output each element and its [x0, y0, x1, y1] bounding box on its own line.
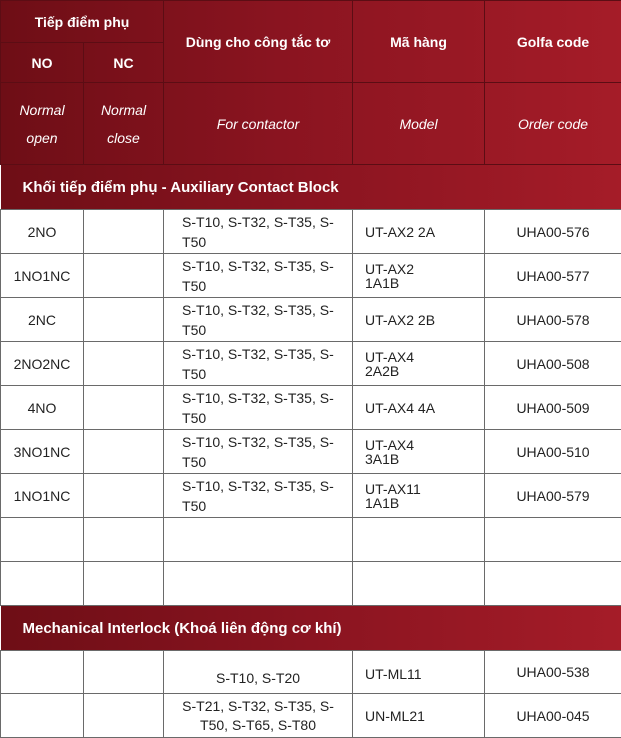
order-code-cell: UHA00-538 — [485, 651, 621, 694]
golfa-code-header: Golfa code — [485, 1, 621, 83]
no-cell: 2NO2NC — [1, 342, 84, 386]
model-cell: UT-AX2 2A — [353, 210, 485, 254]
section-title-aux-block: Khối tiếp điểm phụ - Auxiliary Contact Block — [1, 165, 621, 210]
aux-contact-header: Tiếp điểm phụ — [1, 1, 164, 43]
model-cell: UT-AX4 3A1B — [353, 430, 485, 474]
contactor-cell: S-T10, S-T32, S-T35, S-T50 — [164, 298, 353, 342]
contactor-cell: S-T10, S-T32, S-T35, S-T50 — [164, 342, 353, 386]
order-code-cell: UHA00-576 — [485, 210, 621, 254]
table-row — [1, 651, 621, 694]
empty-row — [1, 562, 621, 606]
empty-row — [1, 518, 621, 562]
for-contactor-header: Dùng cho công tắc tơ — [164, 1, 353, 83]
nc-cell — [84, 342, 164, 386]
nc-header: NC — [84, 43, 164, 83]
section-title-interlock: Mechanical Interlock (Khoá liên động cơ khí) — [1, 606, 621, 651]
contactor-cell: S-T21, S-T32, S-T35, S-T50, S-T65, S-T80 — [164, 694, 353, 738]
normal-close-subheader: Normal close — [84, 83, 164, 165]
order-code-cell: UHA00-508 — [485, 342, 621, 386]
nc-cell — [84, 210, 164, 254]
table-row — [1, 694, 621, 738]
table-row — [1, 386, 621, 430]
no-cell: 3NO1NC — [1, 430, 84, 474]
nc-cell — [84, 430, 164, 474]
order-code-cell: UHA00-510 — [485, 430, 621, 474]
model-cell: UT-AX11 1A1B — [353, 474, 485, 518]
model-cell: UT-AX4 2A2B — [353, 342, 485, 386]
contactor-cell: S-T10, S-T32, S-T35, S-T50 — [164, 430, 353, 474]
order-code-cell: UHA00-577 — [485, 254, 621, 298]
model-cell: UT-AX4 4A — [353, 386, 485, 430]
no-cell: 4NO — [1, 386, 84, 430]
model-cell: UN-ML21 — [353, 694, 485, 738]
model-cell: UT-ML11 — [353, 651, 485, 694]
order-code-cell: UHA00-579 — [485, 474, 621, 518]
nc-cell — [84, 298, 164, 342]
contactor-cell: S-T10, S-T32, S-T35, S-T50 — [164, 386, 353, 430]
no-header: NO — [1, 43, 84, 83]
no-cell: 1NO1NC — [1, 474, 84, 518]
table-row — [1, 430, 621, 474]
table-row — [1, 342, 621, 386]
nc-cell — [84, 474, 164, 518]
model-header: Mã hàng — [353, 1, 485, 83]
nc-cell — [84, 651, 164, 694]
contactor-cell: S-T10, S-T20 — [164, 651, 353, 694]
table-row — [1, 474, 621, 518]
no-cell: 1NO1NC — [1, 254, 84, 298]
no-cell — [1, 651, 84, 694]
table-row — [1, 210, 621, 254]
no-cell: 2NC — [1, 298, 84, 342]
order-code-cell: UHA00-509 — [485, 386, 621, 430]
model-subheader: Model — [353, 83, 485, 165]
order-code-cell: UHA00-045 — [485, 694, 621, 738]
nc-cell — [84, 386, 164, 430]
no-cell: 2NO — [1, 210, 84, 254]
contactor-cell: S-T10, S-T32, S-T35, S-T50 — [164, 474, 353, 518]
contactor-cell: S-T10, S-T32, S-T35, S-T50 — [164, 210, 353, 254]
order-code-subheader: Order code — [485, 83, 621, 165]
normal-open-subheader: Normal open — [1, 83, 84, 165]
for-contactor-subheader: For contactor — [164, 83, 353, 165]
order-code-cell: UHA00-578 — [485, 298, 621, 342]
table-row — [1, 254, 621, 298]
no-cell — [1, 694, 84, 738]
nc-cell — [84, 694, 164, 738]
contactor-cell: S-T10, S-T32, S-T35, S-T50 — [164, 254, 353, 298]
table-row — [1, 298, 621, 342]
model-cell: UT-AX2 1A1B — [353, 254, 485, 298]
model-cell: UT-AX2 2B — [353, 298, 485, 342]
nc-cell — [84, 254, 164, 298]
